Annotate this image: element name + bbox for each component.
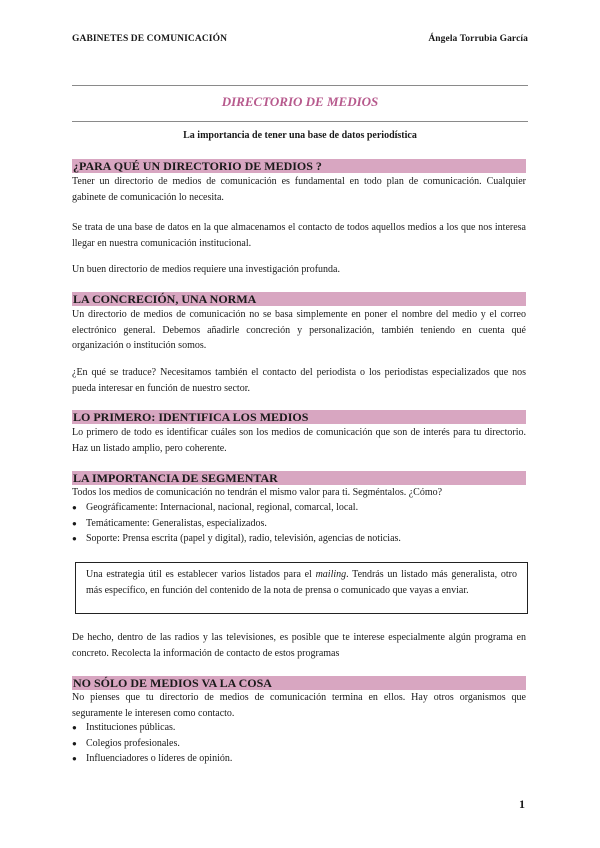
- list-item: [72, 751, 526, 767]
- list-item-text: Temáticamente: Generalistas, especializados.: [86, 517, 267, 529]
- list-item: [72, 500, 526, 516]
- section-2-paragraph: Un directorio de medios de comunicación no se basa simplemente en poner el nombre del medio y el correo electrónico general. Debemos añadirle concreción y personalización, también teniendo en cuenta qué organización o institución somos.: [72, 309, 526, 351]
- running-header: [72, 34, 528, 44]
- title-rule-top: [72, 85, 528, 86]
- section-heading-concrecion: LA CONCRECIÓN, UNA NORMA: [72, 292, 526, 306]
- segment-bullet-list: [72, 500, 526, 547]
- tip-callout-box: [75, 562, 528, 614]
- list-item: [72, 736, 526, 752]
- header-author: Ángela Torrubia García: [428, 34, 528, 44]
- bullet-icon: ●: [72, 503, 77, 512]
- section-1-paragraph: Tener un directorio de medios de comunicación es fundamental en todo plan de comunicación. Cualquier gabinete de comunicación lo necesita.: [72, 176, 526, 203]
- section-1-paragraph: Se trata de una base de datos en la que almacenamos el contacto de todos aquellos medios a los que nos interesa llegar en nuestra comunicación institucional.: [72, 222, 526, 249]
- list-item-text: Geográficamente: Internacional, nacional, regional, comarcal, local.: [86, 502, 359, 513]
- bullet-icon: ●: [72, 738, 77, 748]
- callout-text: Una estrategia útil es establecer varios listados para el: [86, 569, 316, 580]
- list-item-text: Influenciadores o líderes de opinión.: [86, 753, 233, 764]
- section-4-closing-paragraph: De hecho, dentro de las radios y las televisiones, es posible que te interese especialmente algún programa en concreto. Recolecta la información de contacto de estos programas: [72, 632, 526, 659]
- bullet-icon: ●: [72, 754, 77, 763]
- bullet-icon: ●: [72, 534, 77, 543]
- section-5-paragraph: No pienses que tu directorio de medios de comunicación termina en ellos. Hay otros organismos que seguramente le interesen como contacto.: [72, 692, 526, 719]
- document-subtitle: La importancia de tener una base de datos periodística: [183, 130, 417, 141]
- bullet-icon: ●: [72, 518, 77, 528]
- bullet-icon: ●: [72, 723, 77, 732]
- list-item-text: Colegios profesionales.: [86, 737, 180, 749]
- title-rule-bottom: [72, 121, 528, 122]
- section-heading-para-que: ¿PARA QUÉ UN DIRECTORIO DE MEDIOS ?: [72, 159, 526, 173]
- section-heading-segmentar: LA IMPORTANCIA DE SEGMENTAR: [72, 471, 526, 485]
- other-contacts-bullet-list: [72, 720, 526, 767]
- section-heading-identifica: LO PRIMERO: IDENTIFICA LOS MEDIOS: [72, 410, 526, 424]
- list-item: [72, 531, 526, 547]
- list-item: [72, 516, 526, 532]
- header-course-title: GABINETES DE COMUNICACIÓN: [72, 34, 228, 44]
- list-item-text: Soporte: Prensa escrita (papel y digital), radio, televisión, agencias de noticias.: [86, 533, 401, 544]
- page-number: 1: [519, 797, 525, 811]
- list-item-text: Instituciones públicas.: [86, 722, 176, 733]
- callout-text: . Tendrás un listado más generalista, otro más específico, en función del contenido de la nota de prensa o comunicado que vayas a enviar.: [86, 569, 517, 596]
- section-2-paragraph: ¿En qué se traduce? Necesitamos también el contacto del periodista o los periodistas especializados que nos pueda interesar en función de nuestro sector.: [72, 367, 526, 394]
- list-item: [72, 720, 526, 736]
- section-1-paragraph: Un buen directorio de medios requiere una investigación profunda.: [72, 264, 340, 275]
- section-3-paragraph: Lo primero de todo es identificar cuáles son los medios de comunicación que son de interés para tu directorio. Haz un listado amplio, pero coherente.: [72, 427, 526, 454]
- document-title: DIRECTORIO DE MEDIOS: [221, 94, 379, 109]
- section-heading-no-solo-medios: NO SÓLO DE MEDIOS VA LA COSA: [72, 676, 526, 690]
- section-4-paragraph: Todos los medios de comunicación no tendrán el mismo valor para ti. Segméntalos. ¿Cómo?: [72, 487, 443, 498]
- callout-emphasis: mailing: [315, 569, 347, 580]
